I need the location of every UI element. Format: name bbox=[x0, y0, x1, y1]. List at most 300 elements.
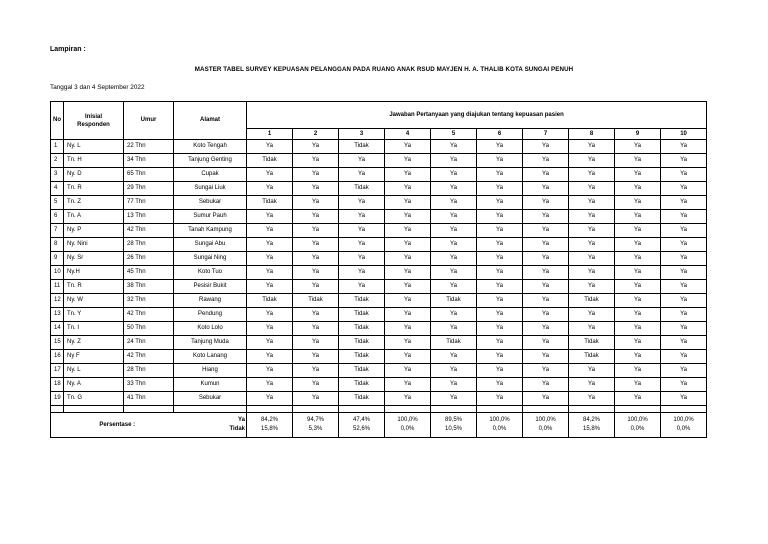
header-question-8: 8 bbox=[569, 129, 615, 140]
answer-cell: Ya bbox=[523, 392, 569, 406]
answer-cell: Ya bbox=[661, 336, 707, 350]
answer-cell: Ya bbox=[385, 308, 431, 322]
ya-percentage: 89,5% bbox=[444, 417, 462, 423]
row-umur: 41 Thn bbox=[124, 392, 174, 406]
spacer-cell bbox=[51, 406, 64, 413]
answer-cell: Ya bbox=[385, 210, 431, 224]
answer-cell: Ya bbox=[293, 364, 339, 378]
row-inisial: Tn. I bbox=[64, 322, 124, 336]
answer-cell: Ya bbox=[615, 364, 661, 378]
row-umur: 42 Thn bbox=[124, 308, 174, 322]
answer-cell: Ya bbox=[523, 364, 569, 378]
table-row bbox=[51, 252, 707, 266]
ya-percentage: 100,0% bbox=[489, 417, 510, 423]
tidak-percentage: 15,8% bbox=[260, 426, 278, 432]
row-number: 12 bbox=[51, 294, 64, 308]
answer-cell: Ya bbox=[247, 182, 293, 196]
table-row bbox=[51, 266, 707, 280]
answer-cell: Ya bbox=[615, 210, 661, 224]
spacer-cell bbox=[124, 406, 174, 413]
row-inisial: Ny. P bbox=[64, 224, 124, 238]
tidak-percentage: 5,3% bbox=[308, 426, 323, 432]
row-alamat: Sungai Ning bbox=[174, 252, 247, 266]
answer-cell: Ya bbox=[569, 364, 615, 378]
row-alamat: Koto Tuo bbox=[174, 266, 247, 280]
answer-cell: Ya bbox=[293, 280, 339, 294]
table-row bbox=[51, 280, 707, 294]
spacer-row bbox=[51, 406, 707, 413]
tidak-percentage: 10,5% bbox=[444, 426, 462, 432]
spacer-cell bbox=[569, 406, 615, 413]
answer-cell: Ya bbox=[615, 238, 661, 252]
answer-cell: Ya bbox=[523, 196, 569, 210]
table-row bbox=[51, 322, 707, 336]
answer-cell: Ya bbox=[293, 182, 339, 196]
spacer-cell bbox=[247, 406, 293, 413]
answer-cell: Ya bbox=[477, 322, 523, 336]
answer-cell: Ya bbox=[477, 196, 523, 210]
answer-cell: Ya bbox=[293, 140, 339, 154]
answer-cell: Ya bbox=[523, 140, 569, 154]
row-inisial: Ny. L bbox=[64, 364, 124, 378]
answer-cell: Ya bbox=[477, 336, 523, 350]
answer-cell: Ya bbox=[431, 224, 477, 238]
answer-cell: Ya bbox=[247, 210, 293, 224]
spacer-cell bbox=[64, 406, 124, 413]
answer-cell: Ya bbox=[661, 392, 707, 406]
answer-cell: Ya bbox=[431, 266, 477, 280]
header-question-2: 2 bbox=[293, 129, 339, 140]
percentage-cell bbox=[569, 413, 615, 438]
row-inisial: Ny.H bbox=[64, 266, 124, 280]
row-umur: 50 Thn bbox=[124, 322, 174, 336]
row-alamat: Sumur Pauh bbox=[174, 210, 247, 224]
row-number: 15 bbox=[51, 336, 64, 350]
row-umur: 24 Thn bbox=[124, 336, 174, 350]
answer-cell: Ya bbox=[523, 154, 569, 168]
answer-cell: Ya bbox=[385, 336, 431, 350]
answer-cell: Ya bbox=[247, 238, 293, 252]
answer-cell: Tidak bbox=[339, 294, 385, 308]
row-umur: 45 Thn bbox=[124, 266, 174, 280]
tidak-percentage: 0,0% bbox=[492, 426, 507, 432]
percentage-cell bbox=[385, 413, 431, 438]
answer-cell: Ya bbox=[661, 182, 707, 196]
answer-cell: Ya bbox=[293, 252, 339, 266]
percentage-cell bbox=[431, 413, 477, 438]
answer-cell: Tidak bbox=[431, 294, 477, 308]
answer-cell: Ya bbox=[339, 266, 385, 280]
answer-cell: Ya bbox=[431, 140, 477, 154]
answer-cell: Ya bbox=[247, 336, 293, 350]
answer-cell: Ya bbox=[477, 168, 523, 182]
answer-cell: Ya bbox=[523, 378, 569, 392]
row-inisial: Tn. R bbox=[64, 280, 124, 294]
answer-cell: Ya bbox=[385, 140, 431, 154]
spacer-cell bbox=[477, 406, 523, 413]
lampiran-label: Lampiran : bbox=[50, 46, 86, 53]
answer-cell: Ya bbox=[569, 308, 615, 322]
row-alamat: Koto Lanang bbox=[174, 350, 247, 364]
answer-cell: Ya bbox=[569, 140, 615, 154]
ya-percentage: 100,0% bbox=[397, 417, 418, 423]
row-inisial: Tn. A bbox=[64, 210, 124, 224]
answer-cell: Ya bbox=[339, 168, 385, 182]
row-number: 7 bbox=[51, 224, 64, 238]
row-umur: 28 Thn bbox=[124, 364, 174, 378]
answer-cell: Ya bbox=[477, 252, 523, 266]
spacer-cell bbox=[615, 406, 661, 413]
answer-cell: Ya bbox=[385, 378, 431, 392]
tidak-label: Tidak bbox=[229, 426, 245, 432]
table-row bbox=[51, 294, 707, 308]
tidak-percentage: 15,8% bbox=[582, 426, 600, 432]
header-alamat: Alamat bbox=[174, 102, 247, 140]
answer-cell: Ya bbox=[569, 224, 615, 238]
ya-percentage: 84,2% bbox=[582, 417, 600, 423]
header-question-1: 1 bbox=[247, 129, 293, 140]
answer-cell: Ya bbox=[339, 238, 385, 252]
spacer-cell bbox=[293, 406, 339, 413]
survey-table bbox=[50, 101, 707, 438]
answer-cell: Ya bbox=[247, 364, 293, 378]
answer-cell: Ya bbox=[615, 392, 661, 406]
answer-cell: Tidak bbox=[569, 336, 615, 350]
row-number: 10 bbox=[51, 266, 64, 280]
row-number: 6 bbox=[51, 210, 64, 224]
row-number: 19 bbox=[51, 392, 64, 406]
spacer-cell bbox=[174, 406, 247, 413]
row-number: 3 bbox=[51, 168, 64, 182]
percentage-cell bbox=[247, 413, 293, 438]
row-umur: 32 Thn bbox=[124, 294, 174, 308]
answer-cell: Ya bbox=[661, 378, 707, 392]
answer-cell: Ya bbox=[569, 168, 615, 182]
answer-cell: Ya bbox=[293, 336, 339, 350]
answer-cell: Ya bbox=[569, 154, 615, 168]
answer-cell: Tidak bbox=[339, 322, 385, 336]
answer-cell: Ya bbox=[293, 322, 339, 336]
ya-percentage: 100,0% bbox=[535, 417, 556, 423]
row-alamat: Tanjung Muda bbox=[174, 336, 247, 350]
row-inisial: Tn. Z bbox=[64, 196, 124, 210]
answer-cell: Ya bbox=[431, 280, 477, 294]
answer-cell: Ya bbox=[615, 350, 661, 364]
percentage-cell bbox=[477, 413, 523, 438]
answer-cell: Ya bbox=[661, 322, 707, 336]
answer-cell: Ya bbox=[247, 224, 293, 238]
answer-cell: Tidak bbox=[339, 336, 385, 350]
table-row bbox=[51, 182, 707, 196]
answer-cell: Ya bbox=[385, 364, 431, 378]
answer-cell: Ya bbox=[477, 182, 523, 196]
answer-cell: Ya bbox=[431, 364, 477, 378]
answer-cell: Ya bbox=[477, 140, 523, 154]
tidak-percentage: 0,0% bbox=[630, 426, 645, 432]
percentage-cell bbox=[293, 413, 339, 438]
answer-cell: Ya bbox=[431, 168, 477, 182]
table-row bbox=[51, 224, 707, 238]
answer-cell: Ya bbox=[247, 350, 293, 364]
tidak-percentage: 0,0% bbox=[538, 426, 553, 432]
answer-cell: Ya bbox=[385, 280, 431, 294]
row-inisial: Tn. Y bbox=[64, 308, 124, 322]
row-alamat: Sebukar bbox=[174, 196, 247, 210]
row-umur: 38 Thn bbox=[124, 280, 174, 294]
answer-cell: Ya bbox=[615, 182, 661, 196]
header-question-4: 4 bbox=[385, 129, 431, 140]
answer-cell: Ya bbox=[569, 196, 615, 210]
row-umur: 26 Thn bbox=[124, 252, 174, 266]
answer-cell: Ya bbox=[477, 266, 523, 280]
table-row bbox=[51, 196, 707, 210]
page-title: MASTER TABEL SURVEY KEPUASAN PELANGGAN PADA RUANG ANAK RSUD MAYJEN H. A. THALIB KOTA SUNGAI PENUH bbox=[194, 66, 574, 73]
answer-cell: Ya bbox=[385, 392, 431, 406]
answer-cell: Ya bbox=[477, 224, 523, 238]
answer-cell: Ya bbox=[431, 378, 477, 392]
answer-cell: Ya bbox=[615, 280, 661, 294]
answer-cell: Ya bbox=[615, 252, 661, 266]
answer-cell: Ya bbox=[661, 238, 707, 252]
row-alamat: Sungai Liuk bbox=[174, 182, 247, 196]
answer-cell: Ya bbox=[661, 350, 707, 364]
header-inisial bbox=[64, 102, 124, 140]
answer-cell: Ya bbox=[477, 350, 523, 364]
answer-cell: Tidak bbox=[339, 308, 385, 322]
spacer-cell bbox=[339, 406, 385, 413]
answer-cell: Tidak bbox=[569, 294, 615, 308]
answer-cell: Ya bbox=[523, 238, 569, 252]
answer-cell: Ya bbox=[615, 336, 661, 350]
row-number: 13 bbox=[51, 308, 64, 322]
table-row bbox=[51, 350, 707, 364]
answer-cell: Ya bbox=[247, 322, 293, 336]
row-number: 9 bbox=[51, 252, 64, 266]
answer-cell: Ya bbox=[523, 294, 569, 308]
answer-cell: Tidak bbox=[247, 154, 293, 168]
answer-cell: Ya bbox=[569, 378, 615, 392]
row-umur: 22 Thn bbox=[124, 140, 174, 154]
table-row bbox=[51, 392, 707, 406]
row-number: 1 bbox=[51, 140, 64, 154]
answer-cell: Ya bbox=[615, 154, 661, 168]
answer-cell: Ya bbox=[477, 392, 523, 406]
percentage-cell bbox=[615, 413, 661, 438]
spacer-cell bbox=[661, 406, 707, 413]
answer-cell: Ya bbox=[339, 154, 385, 168]
answer-cell: Ya bbox=[431, 350, 477, 364]
answer-cell: Ya bbox=[523, 182, 569, 196]
header-umur: Umur bbox=[124, 102, 174, 140]
header-question-5: 5 bbox=[431, 129, 477, 140]
answer-cell: Ya bbox=[661, 252, 707, 266]
answer-cell: Ya bbox=[293, 210, 339, 224]
row-number: 4 bbox=[51, 182, 64, 196]
header-question-3: 3 bbox=[339, 129, 385, 140]
answer-cell: Ya bbox=[293, 238, 339, 252]
row-umur: 65 Thn bbox=[124, 168, 174, 182]
answer-cell: Ya bbox=[615, 322, 661, 336]
answer-cell: Ya bbox=[293, 154, 339, 168]
answer-cell: Ya bbox=[385, 322, 431, 336]
answer-cell: Ya bbox=[385, 294, 431, 308]
spacer-cell bbox=[431, 406, 477, 413]
answer-cell: Tidak bbox=[247, 294, 293, 308]
row-inisial: Ny. Sr bbox=[64, 252, 124, 266]
percentage-cell bbox=[339, 413, 385, 438]
answer-cell: Ya bbox=[247, 378, 293, 392]
row-inisial: Ny F bbox=[64, 350, 124, 364]
survey-date: Tanggal 3 dan 4 September 2022 bbox=[50, 84, 145, 91]
answer-cell: Ya bbox=[431, 392, 477, 406]
answer-cell: Tidak bbox=[339, 182, 385, 196]
answer-cell: Ya bbox=[477, 154, 523, 168]
answer-cell: Ya bbox=[523, 252, 569, 266]
percentage-cell bbox=[523, 413, 569, 438]
answer-cell: Ya bbox=[661, 154, 707, 168]
answer-cell: Ya bbox=[431, 308, 477, 322]
header-jawaban: Jawaban Pertanyaan yang diajukan tentang kepuasan pasien bbox=[247, 102, 707, 129]
answer-cell: Tidak bbox=[293, 294, 339, 308]
header-question-7: 7 bbox=[523, 129, 569, 140]
row-inisial: Ny. Z bbox=[64, 336, 124, 350]
row-inisial: Tn. H bbox=[64, 154, 124, 168]
row-number: 2 bbox=[51, 154, 64, 168]
answer-cell: Ya bbox=[477, 364, 523, 378]
row-number: 14 bbox=[51, 322, 64, 336]
answer-cell: Ya bbox=[293, 350, 339, 364]
answer-cell: Ya bbox=[247, 392, 293, 406]
row-alamat: Pesisir Bukit bbox=[174, 280, 247, 294]
row-alamat: Hiang bbox=[174, 364, 247, 378]
answer-cell: Ya bbox=[293, 392, 339, 406]
answer-cell: Ya bbox=[339, 280, 385, 294]
ya-percentage: 100,0% bbox=[673, 417, 694, 423]
answer-cell: Ya bbox=[431, 252, 477, 266]
answer-cell: Ya bbox=[569, 252, 615, 266]
row-umur: 28 Thn bbox=[124, 238, 174, 252]
answer-cell: Ya bbox=[385, 238, 431, 252]
answer-cell: Ya bbox=[385, 168, 431, 182]
row-number: 18 bbox=[51, 378, 64, 392]
answer-cell: Tidak bbox=[569, 350, 615, 364]
row-number: 8 bbox=[51, 238, 64, 252]
answer-cell: Ya bbox=[247, 168, 293, 182]
answer-cell: Ya bbox=[661, 210, 707, 224]
answer-cell: Ya bbox=[293, 196, 339, 210]
row-umur: 13 Thn bbox=[124, 210, 174, 224]
answer-cell: Ya bbox=[569, 238, 615, 252]
ya-percentage: 47,4% bbox=[352, 417, 370, 423]
answer-cell: Ya bbox=[293, 378, 339, 392]
header-inisial-line1: Inisial bbox=[84, 113, 102, 120]
answer-cell: Ya bbox=[247, 280, 293, 294]
answer-cell: Ya bbox=[523, 322, 569, 336]
ya-percentage: 84,2% bbox=[260, 417, 278, 423]
ya-tidak-labels bbox=[174, 413, 247, 438]
row-umur: 42 Thn bbox=[124, 350, 174, 364]
row-number: 5 bbox=[51, 196, 64, 210]
table-row bbox=[51, 154, 707, 168]
row-alamat: Pendung bbox=[174, 308, 247, 322]
answer-cell: Ya bbox=[569, 210, 615, 224]
answer-cell: Ya bbox=[661, 196, 707, 210]
answer-cell: Ya bbox=[523, 308, 569, 322]
row-inisial: Ny. L bbox=[64, 140, 124, 154]
answer-cell: Ya bbox=[385, 252, 431, 266]
answer-cell: Ya bbox=[385, 224, 431, 238]
row-alamat: Tanjung Genting bbox=[174, 154, 247, 168]
row-inisial: Ny. W bbox=[64, 294, 124, 308]
row-alamat: Rawang bbox=[174, 294, 247, 308]
answer-cell: Tidak bbox=[339, 350, 385, 364]
answer-cell: Ya bbox=[615, 266, 661, 280]
answer-cell: Ya bbox=[569, 280, 615, 294]
answer-cell: Tidak bbox=[339, 392, 385, 406]
answer-cell: Ya bbox=[615, 308, 661, 322]
answer-cell: Ya bbox=[523, 350, 569, 364]
answer-cell: Ya bbox=[293, 266, 339, 280]
answer-cell: Ya bbox=[523, 280, 569, 294]
table-row bbox=[51, 378, 707, 392]
answer-cell: Ya bbox=[523, 168, 569, 182]
persentase-label: Persentase : bbox=[51, 413, 174, 438]
answer-cell: Ya bbox=[477, 238, 523, 252]
tidak-percentage: 52,6% bbox=[352, 426, 370, 432]
row-umur: 42 Thn bbox=[124, 224, 174, 238]
table-row bbox=[51, 308, 707, 322]
table-row bbox=[51, 140, 707, 154]
answer-cell: Ya bbox=[339, 210, 385, 224]
answer-cell: Ya bbox=[477, 210, 523, 224]
row-alamat: Sungai Abu bbox=[174, 238, 247, 252]
answer-cell: Ya bbox=[477, 280, 523, 294]
answer-cell: Ya bbox=[431, 238, 477, 252]
answer-cell: Ya bbox=[661, 140, 707, 154]
answer-cell: Ya bbox=[247, 266, 293, 280]
answer-cell: Ya bbox=[569, 182, 615, 196]
answer-cell: Ya bbox=[385, 196, 431, 210]
header-question-9: 9 bbox=[615, 129, 661, 140]
answer-cell: Tidak bbox=[339, 140, 385, 154]
row-alamat: Sebukar bbox=[174, 392, 247, 406]
tidak-percentage: 0,0% bbox=[676, 426, 691, 432]
row-inisial: Tn. R bbox=[64, 182, 124, 196]
spacer-cell bbox=[523, 406, 569, 413]
answer-cell: Ya bbox=[247, 140, 293, 154]
table-row bbox=[51, 364, 707, 378]
answer-cell: Ya bbox=[431, 196, 477, 210]
row-number: 17 bbox=[51, 364, 64, 378]
answer-cell: Tidak bbox=[247, 196, 293, 210]
answer-cell: Ya bbox=[477, 378, 523, 392]
table-row bbox=[51, 336, 707, 350]
header-question-10: 10 bbox=[661, 129, 707, 140]
answer-cell: Tidak bbox=[339, 378, 385, 392]
answer-cell: Ya bbox=[247, 308, 293, 322]
answer-cell: Ya bbox=[661, 294, 707, 308]
answer-cell: Ya bbox=[523, 266, 569, 280]
answer-cell: Ya bbox=[293, 168, 339, 182]
tidak-percentage: 0,0% bbox=[400, 426, 415, 432]
answer-cell: Ya bbox=[615, 140, 661, 154]
header-question-6: 6 bbox=[477, 129, 523, 140]
row-number: 16 bbox=[51, 350, 64, 364]
row-inisial: Ny. D bbox=[64, 168, 124, 182]
answer-cell: Ya bbox=[661, 280, 707, 294]
row-umur: 29 Thn bbox=[124, 182, 174, 196]
table-row bbox=[51, 238, 707, 252]
